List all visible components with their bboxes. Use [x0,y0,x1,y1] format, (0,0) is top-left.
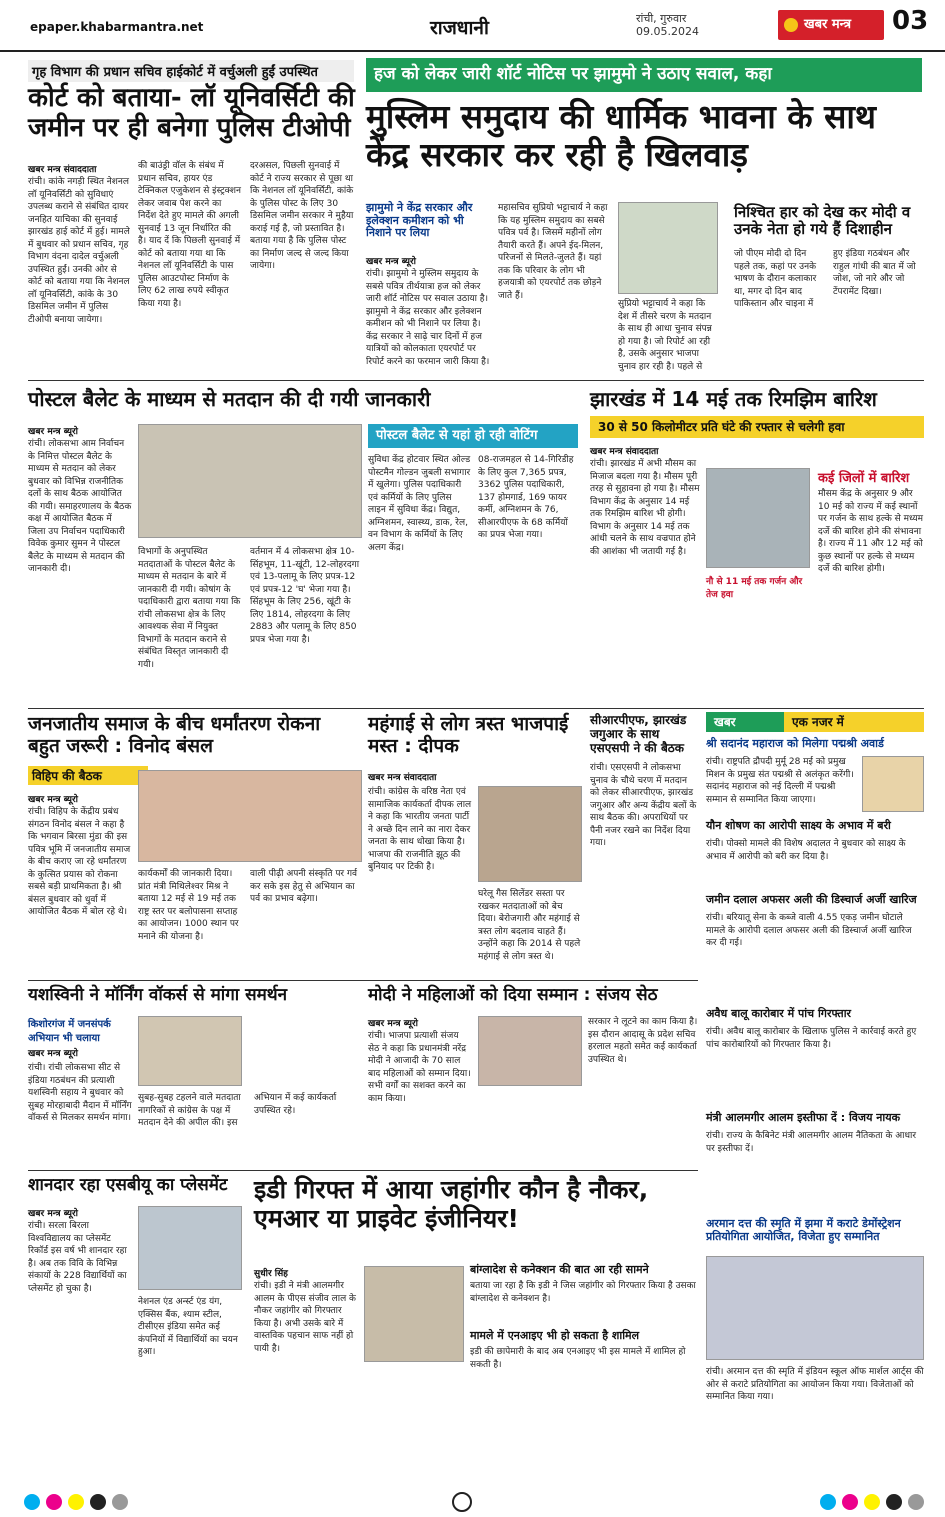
a6-headline: जनजातीय समाज के बीच धर्मांतरण रोकना बहुत जरूरी : विनोद बंसल [28,713,321,757]
a5-caption: नौ से 11 मई तक गर्जन और तेज हवा [706,577,803,600]
a4-col2: विभागों के अनुपस्थित मतदाताओं के पोस्टल बैलेट के माध्यम से मतदान के बारे में जानकारी दी गयी। कोषांग के पदाधिकारी द्वारा बताया गया कि रांची लोकसभा क्षेत्र के लिए आवश्यक सेवा में नियुक्त विभागों के मतदान कराने से संबंधित विस्तृत जानकारी दी गयी। [138,547,241,670]
a9-headline-5: मंत्री आलमगीर आलम इस्तीफा दें : विजय नायक [706,1111,901,1124]
a5-byline: खबर मन्त्र संवाददाता [590,447,659,457]
a2-subhead: झामुमो ने केंद्र सरकार और इलेक्शन कमीशन को भी निशाने पर लिया [366,201,473,240]
registration-mark-icon [452,1492,472,1512]
a12-byline: खबर मन्त्र ब्यूरो [28,1209,78,1219]
a6-col2: कार्यकर्मों की जानकारी दिया। प्रांत मंत्री मिथिलेश्वर मिश्र ने बताया 12 मई से 19 मई तक राष्ट्र स्तर पर बलोपासना सप्ताह का आयोजन। 1000 स्थान पर मनाने की योजना है। [138,869,239,942]
divider [28,380,924,381]
divider [28,708,924,709]
a8-headline: सीआरपीएफ, झारखंड जगुआर के साथ एसएसपी ने की बैठक [590,713,687,755]
a5-label: कई जिलों में बारिश [818,471,910,486]
a11-photo [478,1016,582,1086]
a10-col1: रांची। रांची लोकसभा सीट से इंडिया गठबंधन की प्रत्याशी यशस्विनी सहाय ने बुधवार को सुबह मोरहाबादी मैदान में मॉर्निंग वॉकर्स से मिलकर समर्थन मांगा। [28,1063,132,1123]
a9-text-1: रांची। राष्ट्रपति द्रौपदी मुर्मू 28 मई को प्रमुख मिशन के प्रमुख संत पद्मश्री से अलंकृत करेंगी। सदानंद महाराज को नई दिल्ली में पद्मश्री सम्मान से सम्मानित किया जाएगा। [706,757,854,805]
a3-headline: निश्चित हार को देख कर मोदी व उनके नेता हो गये हैं दिशाहीन [734,203,911,239]
a10-photo [138,1016,242,1086]
a9-photo-1 [862,756,924,812]
a13-byline: सुधीर सिंह [254,1269,288,1279]
a11-col1: रांची। भाजपा प्रत्याशी संजय सेठ ने कहा कि प्रधानमंत्री नरेंद्र मोदी ने आजादी के 70 साल बाद महिलाओं को सम्मान दिया। सभी वर्गों का सशक्त करने का काम किया। [368,1031,471,1104]
a7-col1: रांची। कांग्रेस के वरिष्ठ नेता एवं सामाजिक कार्यकर्ता दीपक लाल ने कहा कि भारतीय जनता पार्टी ने अच्छे दिन लाने का नारा देकर जनता के साथ धोखा किया है। भाजपा की राजनीति झूठ की बुनियाद पर टिकी है। [368,787,472,872]
a4-list2: 08-राजमहल से 14-गिरिडीह के लिए कुल 7,365 प्रपत्र, 3362 पुलिस पदाधिकारी, 137 होमगार्ड, 169 फायर कर्मी, अग्निशमन के 76, सीआरपीएफ के 68 कर्मियों का प्रपत्र भेजा गया। [478,455,574,540]
a7-col2: घरेलू गैस सिलेंडर सस्ता पर रखकर मतदाताओं को बेच दिया। बेरोजगारी और महंगाई से त्रस्त लोग बदलाव चाहते हैं। उन्होंने कहा कि 2014 से पहले महंगाई से लोग त्रस्त थे। [478,889,581,962]
a5-band: 30 से 50 किलोमीटर प्रति घंटे की रफ्तार से चलेगी हवा [590,416,924,438]
a2-band: हज को लेकर जारी शॉर्ट नोटिस पर झामुमो ने उठाए सवाल, कहा [366,58,922,92]
color-registration-left [24,1494,128,1510]
a4-band: पोस्टल बैलेट से यहां हो रही वोटिंग [368,424,578,448]
a2-photo [618,202,718,294]
a2-headline: मुस्लिम समुदाय की धार्मिक भावना के साथ केंद्र सरकार कर रही है खिलवाड़ [366,97,877,174]
a9-headline-3: जमीन दलाल अफसर अली की डिस्चार्ज अर्जी खारिज [706,893,917,906]
a6-col1: रांची। विहिप के केंद्रीय प्रबंध संगठन विनोद बंसल ने कहा है कि भगवान बिरसा मुंडा की इस पवित्र भूमि में जनजातीय समाज के बीच कराए जा रहे धर्मांतरण के कुत्सित प्रयास को रोकना सबसे बड़ी प्राथमिकता है। श्री बंसल बुधवार को धुर्वा में आयोजित बैठक में बोल रहे थे। [28,807,131,917]
a4-headline: पोस्टल बैलेट के माध्यम से मतदान की दी गयी जानकारी [28,387,431,411]
a10-label: किशोरगंज में जनसंपर्क अभियान भी चलाया [28,1019,111,1044]
a9-text-4: रांची। अवैध बालू कारोबार के खिलाफ पुलिस ने कार्रवाई करते हुए पांच कारोबारियों को गिरफ्तार किया है। [706,1027,917,1050]
a1-col2: की बाउंड्री वॉल के संबंध में प्रधान सचिव, हायर एंड टेक्निकल एजुकेशन से इंस्ट्रक्शन लेकर जवाब पेश करने का निर्देश देते हुए मामले की अगली सुनवाई 13 जून निर्धारित की है। याद दें कि पिछली सुनवाई में कोर्ट को बताया गया था कि नेशनल लॉ यूनिवर्सिटी के पास पुलिस आउटपोस्ट निर्माण के लिए 62 लाख रुपये स्वीकृत किया गया है। [138,161,241,309]
a4-col3: वर्तमान में 4 लोकसभा क्षेत्र 10-सिंहभूम, 11-खूंटी, 12-लोहरदगा एवं 13-पलामू के लिए प्रपत्र-12 एवं प्रपत्र-12 'घ' भेजा गया है। सिंहभूम के लिए 256, खूंटी के लिए 1814, लोहरदगा के लिए 2883 और पलामू के लिए 850 प्रपत्र भेजा गया है। [250,547,360,645]
a13-text-3: इडी की छापेमारी के बाद अब एनआइए भी इस मामले में शामिल हो सकती है। [470,1347,686,1370]
page-number: 03 [892,6,929,36]
a5-col2: मौसम केंद्र के अनुसार 9 और 10 मई को राज्य में कई स्थानों पर गर्जन के साथ हल्के से मध्यम दर्जे की बारिश होने की संभावना है। राज्य में 11 और 12 मई को कुछ स्थानों पर हल्के से मध्यम दर्जे की बारिश होगी। [818,489,923,574]
a11-byline: खबर मन्त्र ब्यूरो [368,1019,418,1029]
a12-photo [138,1206,242,1290]
logo-icon [784,18,798,32]
a11-headline: मोदी ने महिलाओं को दिया सम्मान : संजय सेठ [368,985,658,1005]
a4-col1: रांची। लोकसभा आम निर्वाचन के निमित्त पोस्टल बैलेट के माध्यम से मतदान को लेकर बुधवार को विभिन्न राजनीतिक दलों के साथ बैठक आयोजित की गयी। समाहरणालय के बैठक कक्ष में आयोजित बैठक में जिला उप निर्वाचन पदाधिकारी विवेक कुमार सुमन ने पोस्टल बैलेट के माध्यम से मतदान की जानकारी दी। [28,439,132,574]
a9-photo-6 [706,1256,924,1360]
a7-byline: खबर मन्त्र संवाददाता [368,773,437,783]
a9-band-ek-nazar: एक नजर में [784,712,924,732]
a9-band-khabar: खबर [706,712,784,732]
a13-subhead-2: मामले में एनआइए भी हो सकता है शामिल [470,1329,640,1342]
a6-label: विहिप की बैठक [28,766,148,785]
a4-list1: सुविधा केंद्र होटवार स्थित ओल्ड पोस्टमैन गोल्डन जुबली सभागार में खुलेगा। पुलिस पदाधिकारी एवं कर्मियों के लिए पुलिस लाइन में सुविधा केंद्र। विद्युत, अग्निशमन, स्वास्थ्य, डाक, रेल, वन विभाग के कर्मियों के लिए अलग केंद्र। [368,455,471,553]
a5-photo [706,468,810,568]
a1-headline: कोर्ट को बताया- लॉ यूनिवर्सिटी की जमीन पर ही बनेगा पुलिस टीओपी [28,83,355,143]
brand-logo: खबर मन्त्र [778,10,884,40]
a6-byline: खबर मन्त्र ब्यूरो [28,795,78,805]
a7-photo [478,786,582,882]
a2-col1: रांची। झामुमो ने मुस्लिम समुदाय के सबसे पवित्र तीर्थयात्रा हज को लेकर जारी शॉर्ट नोटिस पर सवाल उठाया है। झामुमो ने केंद्र सरकार और इलेक्शन कमीशन को भी निशाने पर लिया है। केंद्र सरकार ने साढ़े चार दिनों में हज यात्रियों को कोलकाता एयरपोर्ट पर रिपोर्ट करने का फरमान जारी किया है। [366,269,490,367]
a11-col2: सरकार ने लूटने का काम किया है। इस दौरान आदासू के प्रदेश सचिव हरलाल महतो समेत कई कार्यकर्ता उपस्थित थे। [588,1017,698,1065]
a5-headline: झारखंड में 14 मई तक रिमझिम बारिश [590,387,877,411]
a12-col1: रांची। सरला बिरला विश्वविद्यालय का प्लेसमेंट रिकॉर्ड इस वर्ष भी शानदार रहा है। अब तक विवि के विभिन्न संकायों के 228 विद्यार्थियों का प्लेसमेंट हो चुका है। [28,1221,127,1294]
a13-photo [364,1266,464,1362]
a8-col1: रांची। एसएसपी ने लोकसभा चुनाव के चौथे चरण में मतदान को लेकर सीआरपीएफ, झारखंड जगुआर और अन्य केंद्रीय बलों के साथ बैठक की। अपराधियों पर पैनी नजर रखने का निर्देश दिया गया। [590,763,697,848]
a3-col1: सुप्रियो भट्टाचार्य ने कहा कि देश में तीसरे चरण के मतदान के साथ ही आधा चुनाव संपन्न हो गया है। जो रिपोर्ट आ रही है, उसके अनुसार भाजपा चुनाव हार रही है। पहले से [618,299,712,372]
a10-headline: यशस्विनी ने मॉर्निंग वॉकर्स से मांगा समर्थन [28,985,288,1005]
a6-col3: वाली पीढ़ी अपनी संस्कृति पर गर्व कर सके इस हेतु से अभियान का पर्व का प्रभाव बढ़ेगा। [250,869,358,904]
a9-text-5: रांची। राज्य के कैबिनेट मंत्री आलमगीर आलम नैतिकता के आधार पर इस्तीफा दें। [706,1131,917,1154]
a9-headline-6: अरमान दत्त की स्मृति में झमा में कराटे डेमोंस्ट्रेशन प्रतियोगिता आयोजित, विजेता हुए सम्मानित [706,1217,901,1243]
section-name: राजधानी [430,17,489,39]
a1-byline: खबर मन्त्र संवाददाता [28,165,97,175]
dateline: रांची, गुरुवार 09.05.2024 [636,12,699,38]
a9-headline-1: श्री सदानंद महाराज को मिलेगा पद्मश्री अवार्ड [706,737,884,750]
a9-text-2: रांची। पोक्सो मामले की विशेष अदालत ने बुधवार को साक्ष्य के अभाव में आरोपी को बरी कर दिया है। [706,839,906,862]
a9-text-6: रांची। अरमान दत्त की स्मृति में इंडियन स्कूल ऑफ मार्शल आर्ट्स की ओर से कराटे प्रतियोगिता का आयोजन किया गया। विजेताओं को सम्मानित किया गया। [706,1367,924,1402]
a13-subhead-1: बांग्लादेश से कनेक्शन की बात आ रही सामने [470,1263,649,1276]
a6-photo [138,770,362,862]
a5-col1: रांची। झारखंड में अभी मौसम का मिजाज बदला गया है। मौसम पूरी तरह से सुहावना हो गया है। मौसम विभाग केंद्र के अनुसार 14 मई तक रिमझिम बारिश भी होगी। विभाग के अनुसार 14 मई तक आंधी चलने के साथ वज्रपात होने की आशंका भी जतायी गई है। [590,459,700,557]
a12-col2: नेशनल एंड अर्न्स्ट एंड यंग, एक्सिस बैंक, श्याम स्टील, टीसीएस इंडिया समेत कई कंपनियों में विद्यार्थियों का चयन हुआ। [138,1297,238,1357]
a3-col2: जो पीएम मोदी दो दिन पहले तक, कहां पर उनके भाषण के दौरान कलाकार था, मगर दो दिन बाद पाकिस्तान और चाइना में हुए इंडिया गठबंधन और राहुल गांधी की बात में जो जोश, जो नारे और जो टेंपरामेंट दिखा। [734,249,916,309]
a9-text-3: रांची। बरियातू सेना के कब्जे वाली 4.55 एकड़ जमीन घोटाले मामले के आरोपी दलाल अफसर अली की डिस्चार्ज अर्जी खारिज कर दी गई। [706,913,912,948]
a2-col2: महासचिव सुप्रियो भट्टाचार्य ने कहा कि यह मुस्लिम समुदाय का सबसे पवित्र पर्व है। जिसमें महीनों लोग तैयारी करते हैं। अपने ईद-मिलन, परिजनों से मिलते-जुलते हैं। यहां तक कि परिवार के लोग भी हजयात्री को एयरपोर्ट तक छोड़ने जाते हैं। [498,203,608,301]
epaper-url[interactable]: epaper.khabarmantra.net [30,20,204,34]
a4-photo [138,424,362,538]
divider [28,1170,698,1171]
a4-byline: खबर मन्त्र ब्यूरो [28,427,78,437]
a10-col2: सुबह-सुबह टहलने वाले मतदाता नागरिकों से कांग्रेस के पक्ष में मतदान देने की अपील की। इस अभियान में कई कार्यकर्ता उपस्थित रहे। [138,1093,337,1128]
a7-headline: महंगाई से लोग त्रस्त भाजपाई मस्त : दीपक [368,713,569,757]
a1-kicker: गृह विभाग की प्रधान सचिव हाईकोर्ट में वर्चुअली हुईं उपस्थित [28,60,354,82]
divider [28,980,698,981]
a13-headline: इडी गिरफ्त में आया जहांगीर कौन है नौकर, एमआर या प्राइवेट इंजीनियर! [254,1175,649,1233]
a13-text-2: बताया जा रहा है कि इडी ने जिस जहांगीर को गिरफ्तार किया है उसका बांग्लादेश से कनेक्शन है। [470,1281,696,1304]
color-registration-right [820,1494,924,1510]
a10-byline: खबर मन्त्र ब्यूरो [28,1049,78,1059]
a2-byline: खबर मन्त्र ब्यूरो [366,257,416,267]
a1-col3: दरअसल, पिछली सुनवाई में कोर्ट ने राज्य सरकार से पूछा था कि नेशनल लॉ यूनिवर्सिटी, कांके के पुलिस पोस्ट के लिए 30 डिसमिल जमीन सरकार ने मुहैया कराई गई है, जो प्रस्तावित है। बताया गया है कि पुलिस पोस्ट का निर्माण जल्द से जल्द किया जायेगा। [250,161,354,271]
a9-headline-2: यौन शोषण का आरोपी साक्ष्य के अभाव में बरी [706,819,891,832]
a1-col1: रांची। कांके नगड़ी स्थित नेशनल लॉ यूनिवर्सिटी को सुविधाएं उपलब्ध कराने से संबंधित दायर जनहित याचिका की सुनवाई झारखंड हाई कोर्ट में हुई। मामले में बुधवार को प्रधान सचिव, गृह विभाग वंदना दादेल वर्चुअली उपस्थित हुईं। उनकी ओर से कोर्ट को बताया गया कि नेशनल लॉ यूनिवर्सिटी, कांके के 30 डिसमिल जमीन में पुलिस टीओपी बनाया जायेगा। [28,177,130,325]
a9-headline-4: अवैध बालू कारोबार में पांच गिरफ्तार [706,1007,852,1020]
a13-col1: रांची। इडी ने मंत्री आलमगीर आलम के पीएस संजीव लाल के नौकर जहांगीर को गिरफ्तार किया है। अभी उसके बारे में वास्तविक पहचान साफ नहीं हो पायी है। [254,1281,356,1354]
a12-headline: शानदार रहा एसबीयू का प्लेसमेंट [28,1175,228,1195]
